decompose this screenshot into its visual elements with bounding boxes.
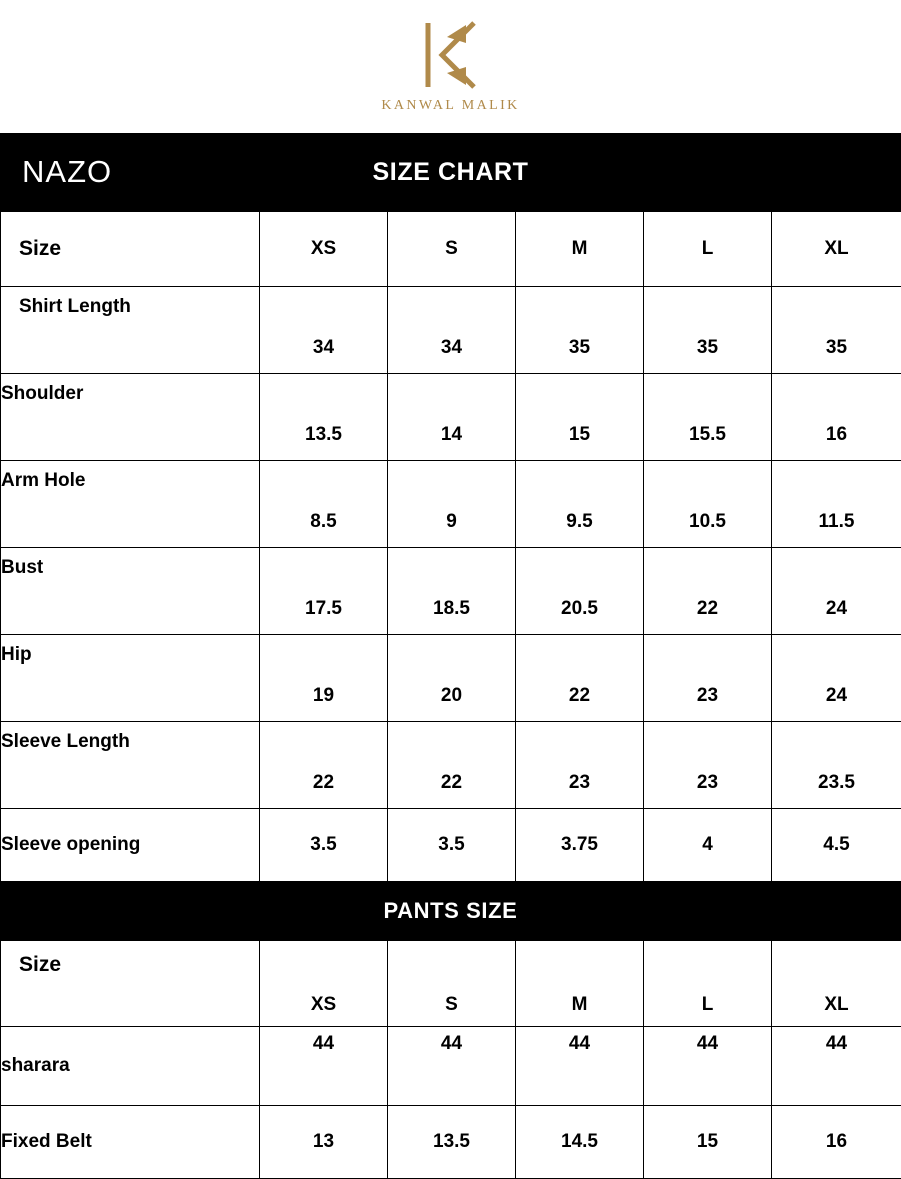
cell-xs: 17.5 (260, 548, 388, 635)
cell-l: 23 (644, 722, 772, 809)
table-row (1, 1027, 901, 1106)
column-header-size: Size (1, 212, 260, 287)
cell-l: 35 (644, 287, 772, 374)
cell-s: 44 (388, 1027, 516, 1106)
page-title: SIZE CHART (373, 158, 529, 187)
cell-xl: 16 (772, 1106, 901, 1179)
cell-xs: 8.5 (260, 461, 388, 548)
cell-l: 23 (644, 635, 772, 722)
row-label: Hip (1, 635, 260, 722)
cell-xs: 44 (260, 1027, 388, 1106)
cell-m: 22 (516, 635, 644, 722)
cell-xs: 3.5 (260, 809, 388, 882)
row-label: Fixed Belt (1, 1106, 260, 1179)
cell-l: 4 (644, 809, 772, 882)
column-header-l: L (644, 941, 772, 1027)
column-header-size: Size (1, 941, 260, 1027)
row-label: Shoulder (1, 374, 260, 461)
row-label: Arm Hole (1, 461, 260, 548)
kanwal-malik-monogram-icon (414, 19, 488, 91)
cell-l: 15.5 (644, 374, 772, 461)
cell-xl: 24 (772, 635, 901, 722)
row-label: Bust (1, 548, 260, 635)
cell-xl: 24 (772, 548, 901, 635)
cell-l: 10.5 (644, 461, 772, 548)
cell-m: 14.5 (516, 1106, 644, 1179)
cell-s: 13.5 (388, 1106, 516, 1179)
cell-m: 23 (516, 722, 644, 809)
pants-size-header-bar (0, 882, 901, 940)
cell-l: 22 (644, 548, 772, 635)
table-row (1, 374, 901, 461)
cell-xs: 34 (260, 287, 388, 374)
cell-xs: 13.5 (260, 374, 388, 461)
table-row (1, 287, 901, 374)
column-header-m: M (516, 941, 644, 1027)
row-label: sharara (1, 1027, 260, 1106)
cell-s: 9 (388, 461, 516, 548)
column-header-xs: XS (260, 941, 388, 1027)
row-label: Sleeve opening (1, 809, 260, 882)
collection-name: NAZO (22, 154, 112, 190)
table-row (1, 809, 901, 882)
table-row (1, 548, 901, 635)
column-header-s: S (388, 941, 516, 1027)
cell-m: 15 (516, 374, 644, 461)
table-header-row (1, 212, 901, 287)
cell-xs: 22 (260, 722, 388, 809)
cell-xs: 13 (260, 1106, 388, 1179)
column-header-xl: XL (772, 941, 901, 1027)
cell-s: 22 (388, 722, 516, 809)
pants-size-title: PANTS SIZE (384, 898, 518, 924)
pants-size-table (0, 940, 901, 1179)
cell-xl: 23.5 (772, 722, 901, 809)
brand-name: KANWAL MALIK (381, 98, 519, 114)
cell-s: 3.5 (388, 809, 516, 882)
cell-s: 14 (388, 374, 516, 461)
cell-xl: 16 (772, 374, 901, 461)
table-row (1, 461, 901, 548)
cell-xl: 11.5 (772, 461, 901, 548)
brand-header (0, 0, 901, 133)
cell-s: 34 (388, 287, 516, 374)
column-header-m: M (516, 212, 644, 287)
cell-xs: 19 (260, 635, 388, 722)
shirt-size-table (0, 211, 901, 882)
row-label: Sleeve Length (1, 722, 260, 809)
cell-m: 9.5 (516, 461, 644, 548)
table-row (1, 1106, 901, 1179)
cell-xl: 44 (772, 1027, 901, 1106)
column-header-xl: XL (772, 212, 901, 287)
table-row (1, 722, 901, 809)
cell-xl: 35 (772, 287, 901, 374)
row-label: Shirt Length (1, 287, 260, 374)
cell-s: 20 (388, 635, 516, 722)
cell-s: 18.5 (388, 548, 516, 635)
cell-l: 44 (644, 1027, 772, 1106)
cell-xl: 4.5 (772, 809, 901, 882)
column-header-l: L (644, 212, 772, 287)
cell-l: 15 (644, 1106, 772, 1179)
cell-m: 20.5 (516, 548, 644, 635)
column-header-s: S (388, 212, 516, 287)
table-row (1, 635, 901, 722)
cell-m: 3.75 (516, 809, 644, 882)
column-header-xs: XS (260, 212, 388, 287)
cell-m: 44 (516, 1027, 644, 1106)
size-chart-header-bar (0, 133, 901, 211)
cell-m: 35 (516, 287, 644, 374)
table-header-row (1, 941, 901, 1027)
